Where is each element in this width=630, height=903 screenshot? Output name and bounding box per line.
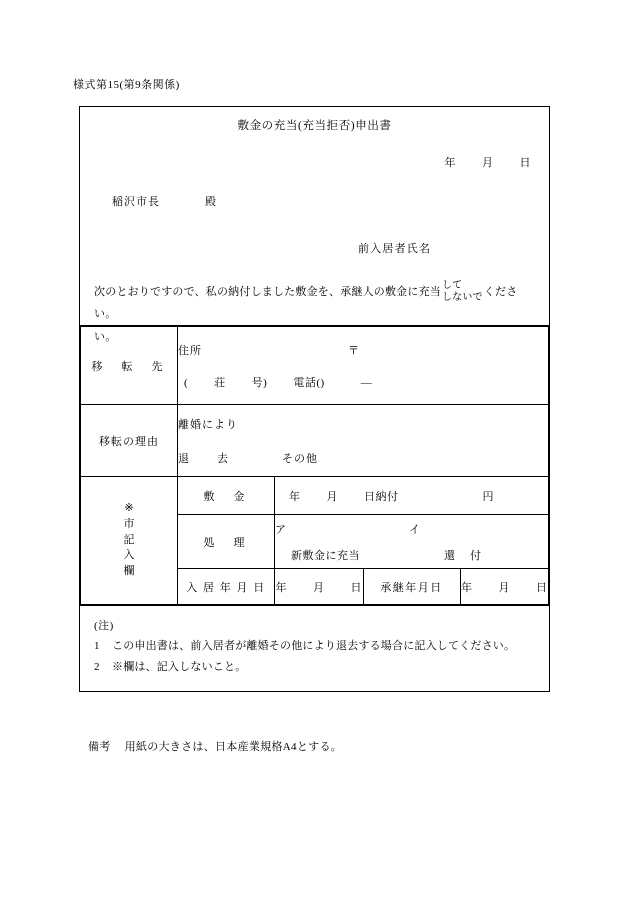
note-text-1: この申出書は、前入居者が離婚その他により退去する場合に記入してください。 <box>112 640 516 653</box>
city-use-char-5: 欄 <box>123 565 135 578</box>
reason-line-divorce: 離婚により <box>178 418 238 431</box>
address-label: 住所 <box>178 344 202 357</box>
notes-section <box>80 605 549 691</box>
note-number-2: 2 <box>94 660 100 673</box>
deposit-label: 敷 金 <box>178 477 275 515</box>
processing-option-texts <box>275 547 548 563</box>
city-use-char-1: ※ <box>124 501 134 514</box>
succession-date-value[interactable] <box>460 569 549 605</box>
move-in-date-label: 入 居 年 月 日 <box>178 569 275 605</box>
reason-option-leave[interactable]: 退 去 <box>178 452 230 465</box>
body-part1: 次のとおりですので、私の納付しました敷金を、承継人の敷金に充当 <box>94 286 441 299</box>
telephone-dash: ― <box>360 376 373 389</box>
remark-text: 用紙の大きさは、日本産業規格A4とする。 <box>124 741 343 753</box>
succession-month-label: 月 <box>498 581 510 594</box>
document-title: 敷金の充当(充当拒否)申出書 <box>237 120 392 132</box>
deposit-content[interactable] <box>275 477 549 515</box>
addressee-honorific: 殿 <box>205 196 217 208</box>
telephone-paren-close: ) <box>320 376 325 389</box>
previous-resident-name-label: 前入居者氏名 <box>358 243 432 255</box>
move-in-year-label: 年 <box>275 581 287 594</box>
form-frame <box>79 106 550 692</box>
notes-heading: (注) <box>94 620 114 632</box>
form-grid <box>80 326 549 605</box>
note-number-1: 1 <box>94 640 100 653</box>
city-use-char-4: 入 <box>123 549 135 562</box>
choice-suru: して <box>441 280 463 291</box>
city-use-column <box>81 477 178 605</box>
reason-label: 移転の理由 <box>81 405 178 477</box>
form-header-section <box>80 107 549 343</box>
telephone-label: 電話( <box>293 376 321 389</box>
reason-option-other[interactable]: その他 <box>282 452 318 465</box>
choice-stack <box>442 280 483 303</box>
addressee-name: 稲沢市長 <box>112 196 160 208</box>
move-to-building-line <box>178 374 548 390</box>
deposit-year-label: 年 <box>289 490 301 503</box>
date-year-label: 年 <box>444 157 456 169</box>
note-item-1 <box>94 636 535 656</box>
form-number: 様式第15(第9条関係) <box>73 79 180 91</box>
processing-label: 処 理 <box>178 515 275 569</box>
processing-option-a[interactable]: ア <box>275 523 287 536</box>
reason-line-options <box>178 450 548 466</box>
body-part2: ください。 <box>94 286 518 320</box>
date-line <box>445 154 532 170</box>
note-text-2: ※欄は、記入しないこと。 <box>112 660 247 673</box>
processing-option-i[interactable]: イ <box>409 523 421 536</box>
processing-option-a-text[interactable]: 新敷金に充当 <box>291 549 360 562</box>
move-in-day-label: 日 <box>350 581 362 594</box>
addressee-line <box>112 193 217 209</box>
succession-day-label: 日 <box>536 581 548 594</box>
body-part3: い。 <box>94 330 117 343</box>
deposit-yen-label: 円 <box>482 490 494 503</box>
date-day-label: 日 <box>519 157 531 169</box>
move-in-month-label: 月 <box>313 581 325 594</box>
reason-content[interactable] <box>178 405 549 477</box>
table-row-reason <box>81 405 549 477</box>
paren-open: ( <box>184 376 189 389</box>
table-row-deposit <box>81 477 549 515</box>
building-label: 荘 <box>214 376 226 389</box>
choice-shinai: しないで <box>441 291 483 303</box>
remark-line <box>88 738 342 754</box>
processing-option-markers <box>275 521 548 537</box>
room-number-label: 号) <box>251 376 268 389</box>
city-use-char-3: 記 <box>123 533 135 546</box>
processing-content[interactable] <box>275 515 549 569</box>
remark-label: 備考 <box>88 741 111 753</box>
succession-year-label: 年 <box>461 581 473 594</box>
succession-date-label: 承継年月日 <box>363 569 460 605</box>
deposit-month-label: 月 <box>326 490 338 503</box>
note-item-2 <box>94 657 535 677</box>
city-use-char-2: 市 <box>123 517 135 530</box>
processing-option-i-text[interactable]: 還 付 <box>444 549 483 562</box>
move-in-date-value[interactable] <box>275 569 364 605</box>
deposit-day-paid-label: 日納付 <box>364 490 399 503</box>
body-statement <box>94 281 535 348</box>
move-to-label: 移 転 先 <box>81 327 178 405</box>
date-month-label: 月 <box>482 157 494 169</box>
postal-mark: 〒 <box>348 344 359 357</box>
